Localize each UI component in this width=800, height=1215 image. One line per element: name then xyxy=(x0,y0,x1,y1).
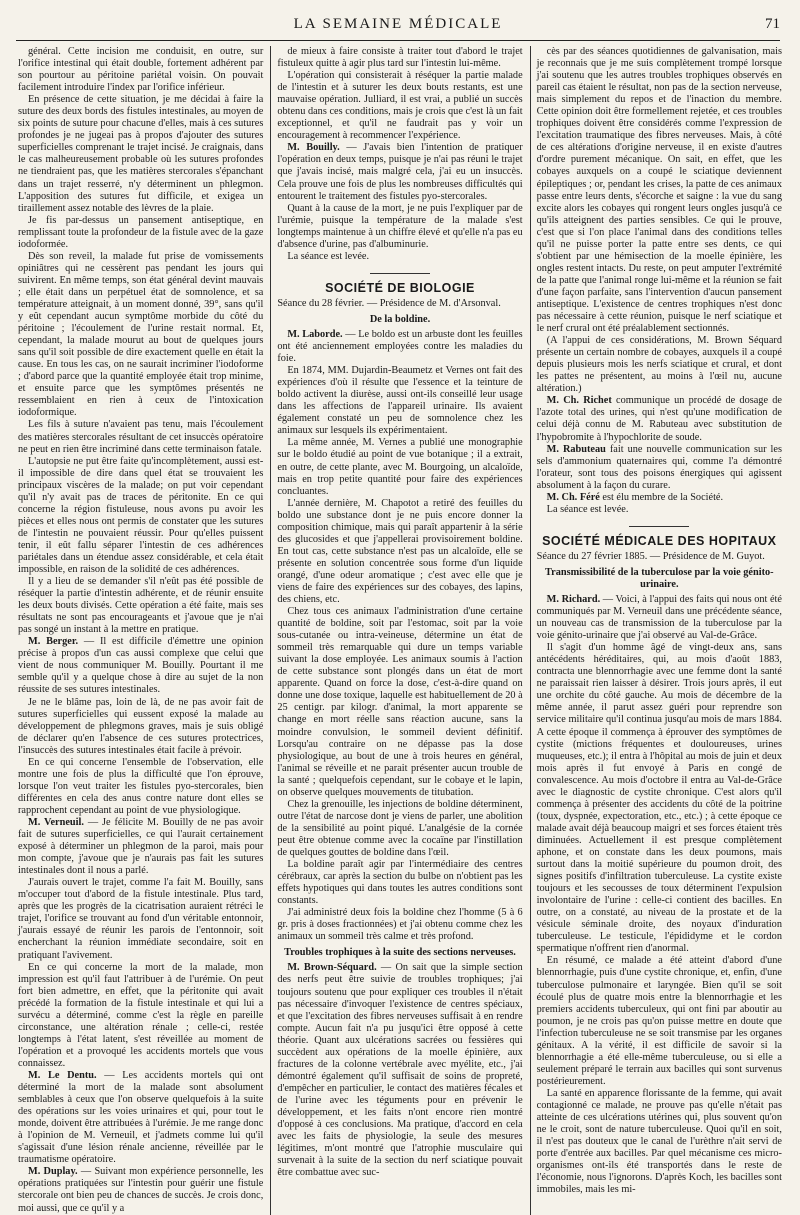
column-1 xyxy=(18,46,263,1215)
paragraph: La séance est levée. xyxy=(287,250,370,262)
speaker-paragraph xyxy=(277,142,522,202)
speaker-name: M. Bouilly. xyxy=(287,142,340,154)
paragraph: Chez tous ces animaux l'administration d'une certaine quantité de boldine, soit par l'estomac, soit par la voie sous-cutanée ou intra-veineuse, détermine un état de sommeil très remarquable qui dure un temps variable suivant la dose employée. Les animaux soumis à l'action de cette substance sont plongés dans un état de mort apparente. Quand on force la dose, c'est-à-dire quand on donne une dose toxique, laquelle est habituellement de 20 à 25 centigr. par kilogr. d'animal, la mort apparente se change en mort réelle sans réaction aucune, sans la moindre convulsion, le sommeil devient définitif. Lorsqu'au contraire on ne dépasse pas la dose physiologique, au bout de une à trois heures en général, l'animal se réveille et ne parait présenter aucun trouble de la santé ; quelquefois cependant, sur le cobaye et le lapin, on observe quelques mouvements de titubation. xyxy=(277,606,523,798)
paragraph: de mieux à faire consiste à traiter tout d'abord le trajet fistuleux quitte à agir plus tard sur l'intestin lui-même. xyxy=(277,46,523,70)
paragraph: En résumé, ce malade a été atteint d'abord d'une blennorrhagie, puis d'une cystite chronique, et, enfin, d'une tuberculose pulmonaire et laryngée. Bien qu'il se soit écoulé plus de quatre mois entre la blennorrhagie et les premiers accidents tuberculeux, qui ont fini par aboutir au poumon, je ne crois pas qu'on puisse mettre en doute que l'infection tuberculeuse ne se soit transmise par les organes génitaux. A la vérité, il est difficile de savoir si la blennorrhagie a été elle-même tuberculeuse, ou si elle a seulement préparé le terrain aux bacilles qui sont survenus postérieurement. xyxy=(536,955,782,1087)
section-title: SOCIÉTÉ DE BIOLOGIE xyxy=(277,273,522,294)
paragraph: J'aurais ouvert le trajet, comme l'a fait M. Bouilly, sans m'occuper tout d'abord de la fistule intestinale. Plus tard, après que les progrès de la cicatrisation auraient rétréci le trajet, l'orifice se trouvant au fond d'un véritable entonnoir, j'aurais essayé de réunir les parois de l'entonnoir, soit encherchant la réunion immédiate secondaire, soit en pratiquant l'avivement. xyxy=(18,877,264,961)
paragraph: J'ai administré deux fois la boldine chez l'homme (5 à 6 gr. pris à doses fractionnées) et j'ai obtenu comme chez les animaux un sommeil très calme et très profond. xyxy=(277,907,523,943)
speaker-name: M. Duplay. xyxy=(28,1166,78,1178)
speaker-name: M. Rabuteau xyxy=(546,443,606,455)
speaker-paragraph xyxy=(277,329,522,365)
speaker-paragraph xyxy=(18,1070,263,1166)
column-3 xyxy=(537,46,782,1215)
paragraph: La boldine paraît agir par l'intermédiaire des centres cérébraux, car après la section du bulbe on n'obtient pas les effets hypotiques qui dans toutes les autres conditions sont constants. xyxy=(277,859,523,907)
speaker-paragraph xyxy=(537,395,782,443)
paragraph: En présence de cette situation, je me décidai à faire la suture des deux bords des fistules intestinales, au moyen de six points de suture pour chacune d'elles, mais à ces sutures profondes je ne jugeai pas à propos d'ajouter des sutures superficielles comprenant le trajet incisé. Je craignais, dans le cas malheureusement probable où les sutures profondes ne tiendraient pas, que les matières stercorales s'épanchant dans un trajet resserré, n'y déterminent un phlegmon. L'apposition des sutures fut difficile, et exigea un tiraillement assez notable des lèvres de la plaie. xyxy=(18,94,264,214)
paragraph: En ce qui concerne la mort de la malade, mon impression est qu'il faut l'attribuer à de l'urémie. On peut fort bien admettre, en effet, que la péritonite qui avait précédé la formation de la fistule intestinale et qui lui a survécu a déterminé, comme c'est la règle en pareille circonstance, une altération rénale ; celle-ci, restée longtemps à l'état latent, s'est réveillée au moment de l'opération et a provoqué les accidents mortels que vous connaissez. xyxy=(18,961,264,1069)
column-2 xyxy=(277,46,522,1215)
speaker-text: — Les accidents mortels qui ont déterminé la mort de la malade sont absolument semblables à ceux que l'on observe quelquefois à la suite des opérations sur les voies urinaires et qui, pour tout le monde, doivent être attribuées à l'urémie. Je me range donc à l'opinion de M. Verneuil, et j'admets comme lui qu'il s'agissait d'une lésion rénale ancienne, réveillée par le traumatisme opératoire. xyxy=(18,1069,264,1166)
speaker-name: M. Richard. xyxy=(546,594,601,606)
speaker-name: M. Berger. xyxy=(28,636,79,648)
paragraph: Dès son reveil, la malade fut prise de vomissements opiniâtres qui ne cessèrent pas pendant les jours qui suivirent. En même temps, son état général devint mauvais ; elle était dans un perpétuel état de somnolence, et sa température atteignait, à un moment donné, 39°, sans qu'il y eût cependant aucun symptôme morbide du côté du péritoine ; l'écoulement de l'urine restait normal. Et, cependant, la malade mourut au bout de quelques jours sans qu'il soit possible de dire exactement quelle en était la cause. En tous les cas, on ne saurait incriminer l'iodoforme ; d'abord parce que la quantité employée était trop minime, et ensuite parce que les symptômes présentés ne ressemblaient en rien à ceux de l'intoxication iodoformique. xyxy=(18,250,264,419)
speaker-name: M. Ch. Richet xyxy=(546,395,612,407)
speaker-text: — J'avais bien l'intention de pratiquer l'opération en deux temps, puisque je n'ai pas réuni le trajet que j'avais incisé, mais malgré cela, j'ai eu un insuccès. Cela prouve une fois de plus les nombreuses difficultés qui entourent le traitement des fistules pyo-stercorales. xyxy=(277,142,523,202)
paragraph: Je fis par-dessus un pansement antiseptique, en remplissant toute la profondeur de la fistule avec de la gaze iodoformée. xyxy=(18,214,264,250)
subsection-title: Transmissibilité de la tuberculose par la voie génito-urinaire. xyxy=(545,566,774,590)
speaker-paragraph xyxy=(537,594,782,642)
speaker-text: — Suivant mon expérience personnelle, les opérations pratiquées sur l'intestin pour guérir une fistule stercorale ont bien peu de chances de succès. Je crois donc, moi aussi, que ce qu'il y a xyxy=(18,1166,264,1214)
speaker-paragraph xyxy=(18,817,263,877)
paragraph: Les fils à suture n'avaient pas tenu, mais l'écoulement des matières stercorales résultant de cet insuccès opératoire ne peut en rien être incriminé dans cette terminaison fatale. xyxy=(18,419,264,455)
paragraph: général. Cette incision me conduisit, en outre, sur l'orifice intestinal qui était double, fortement adhérent par son pourtour au péritoine pariétal voisin. On pouvait facilement introduire l'index par l'orifice inférieur. xyxy=(18,46,264,94)
paragraph: L'opération qui consisterait à réséquer la partie malade de l'intestin et à suturer les deux bouts restants, est une mauvaise opération. Julliard, il est vrai, a publié un succès obtenu dans ces conditions, mais je crois que c'est là un fait exceptionnel, et qu'il ne faudrait pas y voir un encouragement à recommencer l'expérience. xyxy=(277,70,523,142)
speaker-text: — Voici, à l'appui des faits qui nous ont été communiqués par M. Verneuil dans une précédente séance, un nouveau cas de transmission de la tuberculose par la voie génito-urinaire que j'ai observé au Val-de-Grâce. xyxy=(536,594,782,642)
section-title: SOCIÉTÉ MÉDICALE DES HOPITAUX xyxy=(537,526,782,547)
speaker-paragraph xyxy=(537,444,782,492)
speaker-paragraph xyxy=(18,1166,263,1214)
speaker-name: M. Le Dentu. xyxy=(28,1069,97,1081)
paragraph: Il s'agit d'un homme âgé de vingt-deux ans, sans antécédents héréditaires, qui, au mois d'août 1883, contracta une blennorrhagie avec une femme dont la santé ne paraissait rien laisser à désirer. Trois jours après, il eut une orchite du côté gauche. Au mois de décembre de la même année, il parut assez guéri pour reprendre son service militaire qu'il continua jusqu'au mois de mars 1884. A cette époque il commença à éprouver des symptômes de cystite (mictions fréquentes et douloureuses, urines muqueuses, etc.); il entra à l'hôpital au mois de juin et deux mois après il fut envoyé à Paris en congé de convalescence. Au mois d'octobre il entra au Val-de-Grâce avec le diagnostic de cystite chronique. C'est alors qu'il commença à présenter des accidents du côté de la poitrine (toux, dyspnée, expectoration, etc., etc.) ; à cette époque ce malade avait déjà beaucoup maigri et ses forces étaient très diminuées. Actuellement il est presque complètement aphone, et on constate dans les deux poumons, mais surtout dans la moitié supérieure du poumon droit, des signes positifs d'infiltration tuberculeuse. La cystite existe toujours et les secousses de toux déterminent l'expulsion involontaire de l'urine : celle-ci contient des bacilles. En outre, on a constaté, au niveau de la prostate et de la vésicule séminale droite, des noyaux d'induration tuberculeuse. Le testicule, l'épididyme et le cordon spermatique n'offrent rien d'anormal. xyxy=(536,642,782,955)
speaker-name: M. Brown-Séquard. xyxy=(287,962,377,974)
paragraph: Chez la grenouille, les injections de boldine déterminent, outre l'état de narcose dont je viens de parler, une abolition de la sensibilité au point piqué. L'analgésie de la cornée peut être obtenue comme avec la cocaïne par l'instillation de quelques gouttes de boldine dans l'œil. xyxy=(277,798,523,858)
speaker-text: — Je félicite M. Bouilly de ne pas avoir fait de sutures superficielles, ce qui l'aurait certainement exposé à déterminer un phlegmon de la paroi, mais pour mon compte, j'avoue que je n'aurais pas fait les sutures intestinales dont il nous a parlé. xyxy=(18,817,264,877)
paragraph: Il y a lieu de se demander s'il n'eût pas été possible de réséquer la partie d'intestin adhérente, et de réunir ensuite les deux bouts divisés. Cette opération a été faite, mais ses résultats ne sont pas encourageants et j'avoue que je n'ai pas songé un instant à la mettre en pratique. xyxy=(18,576,264,636)
speaker-paragraph xyxy=(18,636,263,696)
speaker-text: fait une nouvelle communication sur les sels d'ammonium quaternaires qui, comme l'a démontré l'orateur, sont tous des poisons énergiques qui agissent absolument à la façon du curare. xyxy=(536,443,782,491)
paragraph: cès par des séances quotidiennes de galvanisation, mais je reconnais que je me suis complètement trompé lorsque j'ai soutenu que les autres troubles trophiques observés en pareil cas étaient le résultat, non pas de la section nerveuse, mais simplement du repos et de l'inaction du membre. Cette opinion doit être formellement rejetée, et ces troubles trophiques doivent être considérés comme l'expression de l'excitation traumatique des fibres nerveuses. Mais, à côté de ces altérations d'origine nerveuse, il en existe d'autres d'ordre purement mécanique. On sait, en effet, que les cobayes auxquels on a coupé le sciatique deviennent épileptiques ; or, pendant les crises, la patte de ces animaux passe entre leurs dents, s'écorche et saigne : la vue du sang excite alors les cobayes qui rongent leurs ongles jusqu'à ce qu'ils atteignent des parties sensibles. Ce qui le prouve, c'est que si l'on place l'animal dans des conditions telles qu'il ne puisse porter la patte entre ses dents, ce qui s'obtient par une hémisection de la moelle épinière, les ongles restent intacts. Du reste, on peut amputer l'extrémité de la patte que l'animal ronge lui-même et la réunion se fait d'une façon parfaite, sans l'intervention d'aucun pansement antiseptique. L'existence de centres trophiques n'est donc pas nécessaire à cette réunion, puisque le nerf sciatique et le nerf crural ont été préalablement sectionnés. xyxy=(536,46,782,335)
paragraph: En 1874, MM. Dujardin-Beaumetz et Vernes ont fait des expériences d'où il résulte que l'essence et la teinture de boldo activent la diurèse, aussi ont-ils conseillé leur usage dans les affections de l'appareil urinaire. Ils avaient également constaté un peu de somnolence chez les animaux sur lesquels ils expérimentaient. xyxy=(277,365,523,437)
page-number: 71 xyxy=(765,16,780,32)
speaker-text: est élu membre de la Société. xyxy=(599,491,724,503)
speaker-name: M. Ch. Féré xyxy=(546,491,600,503)
paragraph: L'année dernière, M. Chapotot a retiré des feuilles du boldo une substance dont je ne puis encore donner la composition chimique, mais qui paraît appartenir à la série des glucosides et que j'appellerai provisoirement boldine. En tout cas, cette substance n'est pas un alcaloïde, elle se présente en solution concentrée sous forme d'un liquide orangé, d'une odeur aromatique ; c'est avec elle que je viens de faire des expériences sur des cobayes, des lapins, des chiens, etc. xyxy=(277,497,523,606)
journal-title: LA SEMAINE MÉDICALE xyxy=(293,16,503,32)
page-header xyxy=(16,10,780,40)
subsection-title: De la boldine. xyxy=(369,313,431,325)
speaker-name: M. Verneuil. xyxy=(28,817,84,828)
speaker-paragraph xyxy=(277,962,522,1179)
paragraph: La même année, M. Vernes a publié une monographie sur le boldo étudié au point de vue botanique ; il a extrait, en outre, de cette plante, avec M. Bourgoing, un alcaloïde, mais en trop petite quantité pour faire des expériences concluantes. xyxy=(277,437,523,497)
speaker-name: M. Laborde. xyxy=(287,328,343,340)
paragraph: Quant à la cause de la mort, je ne puis l'expliquer par de l'urémie, puisque la température de la malade s'est longtemps maintenue à un chiffre élevé et qu'elle n'a pas eu d'absence d'urine, pas d'albuminurie. xyxy=(277,202,523,250)
text-columns xyxy=(18,46,782,1214)
header-rule xyxy=(16,40,780,41)
session-line: Séance du 28 février. — Présidence de M. d'Arsonval. xyxy=(277,297,501,309)
session-line: Séance du 27 février 1885. — Présidence de M. Guyot. xyxy=(536,550,765,562)
speaker-text: — On sait que la simple section des nerfs peut être suivie de troubles trophiques; j'ai toujours soutenu que pour expliquer ces troubles il n'était pas nécessaire d'invoquer l'existence de centres spéciaux, et que l'excitation des fibres nerveuses suffisait à en rendre compte. Aucun fait n'a pu jusqu'ici être opposé à cette théorie. Quant aux ulcérations sacrées ou fessières qui succèdent aux opérations de la moelle épinière, aux fractures de la colonne vertébrale avec myélite, etc., j'ai démontré également qu'il suffisait de soins de propreté, d'empêcher en particulier, le contact des matières fécales et de l'urine avec les téguments pour en prévenir le développement, et les faits n'ont encore rien montré d'opposé à ces conclusions. Ma pratique, d'accord en cela avec les faits de physiologie, la seule des mesures légitimes, m'ont montré que l'atrophie musculaire qui survenait à la suite de la section du nerf sciatique pouvait être combattue avec suc- xyxy=(277,962,523,1179)
subsection-title: Troubles trophiques à la suite des sections nerveuses. xyxy=(284,947,516,959)
speaker-text: communique un procédé de dosage de l'azote total des urines, qui n'est qu'une modification de celui déjà connu de M. Rabuteau avec substitution de l'hypobromite à l'hypochlorite de soude. xyxy=(536,395,782,443)
paragraph: En ce qui concerne l'ensemble de l'observation, elle montre une fois de plus la difficulté que l'on éprouve, lorsque l'on veut traiter les fistules pyo-stercorales, bien différentes en cela des anus contre nature dont elles se rapprochent cependant au point de vue physiologique. xyxy=(18,756,264,816)
paragraph: La séance est levée. xyxy=(546,503,629,515)
speaker-text: — Le boldo est un arbuste dont les feuilles ont été anciennement employées contre les maladies du foie. xyxy=(277,328,523,365)
speaker-paragraph xyxy=(537,492,782,504)
paragraph: La santé en apparence florissante de la femme, qui avait contagionné ce malade, ne prouve pas qu'elle n'était pas atteinte de ces ulcérations utérines qui, plus souvent qu'on ne le croit, sont de nature tuberculeuse. Quoi qu'il en soit, il n'est pas douteux que le canal de l'urèthre n'ait servi de porte d'entrée aux bacilles. Par quel mécanisme ces micro-organismes ont-ils été transportés dans le reste de l'économie, nous l'ignorons. D'après Koch, les bacilles sont immobiles, mais les mi- xyxy=(536,1087,782,1196)
paragraph: Je ne le blâme pas, loin de là, de ne pas avoir fait de sutures superficielles qui eussent exposé la malade au développement de phlegmons graves, mais je suis obligé de déclarer qu'en l'absence de ces sutures protectrices, l'insuccès des sutures intestinales était facile à prévoir. xyxy=(18,696,264,756)
paragraph: L'autopsie ne put être faite qu'incomplètement, aussi est-il impossible de dire dans quel état se trouvaient les principaux viscères de la malade; on put voir cependant qu'il n'y avait pas de traces de péritonite. En ce qui concerne la région fistuleuse, nous avons pu avoir les pièces et elles nous ont permis de constater que les sutures de l'intestin ne pouvaient réussir. Pour qu'elles puissent tenir, il eût fallu séparer l'intestin de ces adhérences pariétales dans un étendue assez considérable, et cela était impossible, en raison de la solidité de ces adhérences. xyxy=(18,455,264,576)
paragraph: (A l'appui de ces considérations, M. Brown Séquard présente un certain nombre de cobayes, auxquels il a coupé depuis plusieurs mois les nerfs sciatique et crural, et dont les pattes ne présentent, au moins à l'œil nu, aucune altération.) xyxy=(536,335,782,395)
speaker-text: — Il est difficile d'émettre une opinion précise à propos d'un cas aussi complexe que celui que vient de nous communiquer M. Bouilly. Pourtant il me semble qu'il y a quelque chose à dire au sujet de la non réussite de ses sutures intestinales. xyxy=(18,636,264,696)
